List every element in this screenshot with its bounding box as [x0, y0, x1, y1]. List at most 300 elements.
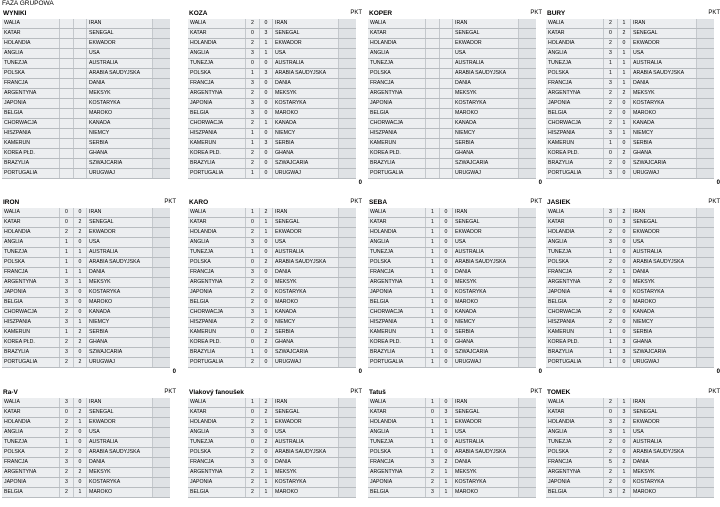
points-cell[interactable]	[339, 69, 356, 78]
away-score-cell[interactable]: 0	[74, 298, 87, 307]
points-cell[interactable]	[153, 238, 170, 247]
points-cell[interactable]	[153, 59, 170, 68]
points-cell[interactable]	[339, 298, 356, 307]
home-score-cell[interactable]: 1	[246, 69, 260, 78]
points-cell[interactable]	[519, 228, 536, 237]
points-cell[interactable]	[697, 69, 714, 78]
points-cell[interactable]	[519, 328, 536, 337]
away-score-cell[interactable]	[74, 79, 87, 88]
home-score-cell[interactable]: 1	[426, 278, 440, 287]
home-score-cell[interactable]: 3	[246, 268, 260, 277]
away-score-cell[interactable]: 1	[260, 49, 273, 58]
points-cell[interactable]	[339, 149, 356, 158]
points-cell[interactable]	[153, 468, 170, 477]
points-cell[interactable]	[697, 358, 714, 367]
points-cell[interactable]	[697, 248, 714, 257]
points-cell[interactable]	[153, 228, 170, 237]
away-score-cell[interactable]: 1	[618, 428, 631, 437]
away-score-cell[interactable]	[74, 139, 87, 148]
home-score-cell[interactable]: 0	[246, 258, 260, 267]
points-cell[interactable]	[153, 89, 170, 98]
home-score-cell[interactable]	[426, 149, 440, 158]
points-cell[interactable]	[519, 258, 536, 267]
points-cell[interactable]	[519, 149, 536, 158]
home-score-cell[interactable]	[426, 159, 440, 168]
points-cell[interactable]	[153, 69, 170, 78]
points-cell[interactable]	[519, 418, 536, 427]
home-score-cell[interactable]: 1	[246, 139, 260, 148]
away-score-cell[interactable]: 1	[440, 428, 453, 437]
points-cell[interactable]	[697, 99, 714, 108]
home-score-cell[interactable]: 0	[604, 149, 618, 158]
home-score-cell[interactable]: 1	[426, 228, 440, 237]
points-cell[interactable]	[697, 19, 714, 28]
away-score-cell[interactable]: 0	[618, 109, 631, 118]
points-cell[interactable]	[339, 248, 356, 257]
home-score-cell[interactable]: 1	[246, 348, 260, 357]
points-cell[interactable]	[519, 348, 536, 357]
points-cell[interactable]	[519, 159, 536, 168]
points-cell[interactable]	[519, 468, 536, 477]
home-score-cell[interactable]: 1	[604, 69, 618, 78]
away-score-cell[interactable]: 0	[440, 238, 453, 247]
home-score-cell[interactable]: 3	[60, 478, 74, 487]
away-score-cell[interactable]: 0	[74, 448, 87, 457]
home-score-cell[interactable]: 1	[426, 258, 440, 267]
home-score-cell[interactable]	[426, 119, 440, 128]
away-score-cell[interactable]: 2	[260, 258, 273, 267]
away-score-cell[interactable]: 0	[618, 288, 631, 297]
points-cell[interactable]	[339, 308, 356, 317]
home-score-cell[interactable]: 1	[426, 398, 440, 407]
away-score-cell[interactable]: 0	[440, 208, 453, 217]
points-cell[interactable]	[153, 338, 170, 347]
home-score-cell[interactable]: 3	[60, 398, 74, 407]
points-cell[interactable]	[153, 159, 170, 168]
points-cell[interactable]	[519, 59, 536, 68]
away-score-cell[interactable]: 2	[74, 338, 87, 347]
away-score-cell[interactable]	[440, 29, 453, 38]
away-score-cell[interactable]	[74, 169, 87, 178]
home-score-cell[interactable]: 1	[246, 398, 260, 407]
home-score-cell[interactable]: 2	[604, 478, 618, 487]
away-score-cell[interactable]: 1	[618, 79, 631, 88]
points-cell[interactable]	[697, 278, 714, 287]
away-score-cell[interactable]: 0	[618, 318, 631, 327]
away-score-cell[interactable]	[74, 109, 87, 118]
points-cell[interactable]	[697, 448, 714, 457]
points-cell[interactable]	[153, 268, 170, 277]
away-score-cell[interactable]: 0	[260, 428, 273, 437]
points-cell[interactable]	[339, 468, 356, 477]
home-score-cell[interactable]: 4	[604, 288, 618, 297]
home-score-cell[interactable]	[60, 109, 74, 118]
points-cell[interactable]	[153, 278, 170, 287]
home-score-cell[interactable]: 2	[60, 338, 74, 347]
points-cell[interactable]	[153, 358, 170, 367]
points-cell[interactable]	[153, 478, 170, 487]
home-score-cell[interactable]: 2	[246, 228, 260, 237]
points-cell[interactable]	[519, 278, 536, 287]
home-score-cell[interactable]: 2	[246, 159, 260, 168]
home-score-cell[interactable]: 1	[60, 248, 74, 257]
home-score-cell[interactable]	[60, 89, 74, 98]
away-score-cell[interactable]: 0	[260, 288, 273, 297]
home-score-cell[interactable]	[426, 139, 440, 148]
away-score-cell[interactable]: 0	[618, 238, 631, 247]
away-score-cell[interactable]: 0	[260, 318, 273, 327]
home-score-cell[interactable]: 2	[604, 468, 618, 477]
away-score-cell[interactable]	[74, 69, 87, 78]
away-score-cell[interactable]: 1	[618, 19, 631, 28]
points-cell[interactable]	[519, 39, 536, 48]
away-score-cell[interactable]: 2	[260, 338, 273, 347]
home-score-cell[interactable]	[426, 79, 440, 88]
away-score-cell[interactable]: 1	[74, 488, 87, 497]
home-score-cell[interactable]	[60, 79, 74, 88]
away-score-cell[interactable]	[440, 79, 453, 88]
home-score-cell[interactable]: 2	[246, 149, 260, 158]
home-score-cell[interactable]: 3	[246, 49, 260, 58]
points-cell[interactable]	[339, 328, 356, 337]
home-score-cell[interactable]: 2	[604, 448, 618, 457]
home-score-cell[interactable]: 2	[604, 39, 618, 48]
away-score-cell[interactable]	[74, 89, 87, 98]
away-score-cell[interactable]: 0	[618, 228, 631, 237]
points-cell[interactable]	[697, 139, 714, 148]
points-cell[interactable]	[153, 39, 170, 48]
home-score-cell[interactable]: 2	[604, 258, 618, 267]
home-score-cell[interactable]	[426, 19, 440, 28]
away-score-cell[interactable]: 0	[260, 19, 273, 28]
home-score-cell[interactable]	[426, 49, 440, 58]
points-cell[interactable]	[153, 438, 170, 447]
home-score-cell[interactable]: 1	[604, 248, 618, 257]
points-cell[interactable]	[519, 238, 536, 247]
away-score-cell[interactable]: 0	[440, 328, 453, 337]
away-score-cell[interactable]: 0	[440, 438, 453, 447]
away-score-cell[interactable]: 0	[260, 159, 273, 168]
home-score-cell[interactable]	[60, 29, 74, 38]
points-cell[interactable]	[519, 298, 536, 307]
home-score-cell[interactable]	[426, 109, 440, 118]
home-score-cell[interactable]: 3	[604, 129, 618, 138]
away-score-cell[interactable]	[74, 149, 87, 158]
away-score-cell[interactable]: 0	[260, 358, 273, 367]
points-cell[interactable]	[339, 418, 356, 427]
points-cell[interactable]	[153, 79, 170, 88]
points-cell[interactable]	[153, 29, 170, 38]
home-score-cell[interactable]: 0	[246, 338, 260, 347]
away-score-cell[interactable]: 2	[440, 458, 453, 467]
points-cell[interactable]	[697, 468, 714, 477]
home-score-cell[interactable]: 3	[604, 418, 618, 427]
points-cell[interactable]	[153, 488, 170, 497]
away-score-cell[interactable]: 1	[260, 308, 273, 317]
away-score-cell[interactable]: 0	[618, 438, 631, 447]
home-score-cell[interactable]	[426, 29, 440, 38]
points-cell[interactable]	[519, 99, 536, 108]
points-cell[interactable]	[519, 119, 536, 128]
away-score-cell[interactable]	[440, 119, 453, 128]
home-score-cell[interactable]	[426, 39, 440, 48]
points-cell[interactable]	[697, 49, 714, 58]
points-cell[interactable]	[697, 39, 714, 48]
home-score-cell[interactable]: 0	[60, 208, 74, 217]
home-score-cell[interactable]: 2	[604, 159, 618, 168]
points-cell[interactable]	[339, 448, 356, 457]
points-cell[interactable]	[519, 89, 536, 98]
away-score-cell[interactable]	[74, 129, 87, 138]
home-score-cell[interactable]: 2	[246, 39, 260, 48]
away-score-cell[interactable]: 3	[618, 338, 631, 347]
away-score-cell[interactable]: 0	[74, 258, 87, 267]
away-score-cell[interactable]: 0	[440, 448, 453, 457]
home-score-cell[interactable]: 2	[60, 488, 74, 497]
points-cell[interactable]	[153, 149, 170, 158]
away-score-cell[interactable]: 1	[74, 248, 87, 257]
home-score-cell[interactable]: 2	[246, 298, 260, 307]
points-cell[interactable]	[519, 358, 536, 367]
home-score-cell[interactable]	[60, 139, 74, 148]
points-cell[interactable]	[339, 218, 356, 227]
points-cell[interactable]	[519, 268, 536, 277]
away-score-cell[interactable]: 1	[618, 129, 631, 138]
home-score-cell[interactable]: 1	[426, 308, 440, 317]
points-cell[interactable]	[339, 79, 356, 88]
away-score-cell[interactable]: 0	[74, 208, 87, 217]
away-score-cell[interactable]	[74, 159, 87, 168]
home-score-cell[interactable]: 1	[426, 208, 440, 217]
home-score-cell[interactable]: 3	[60, 278, 74, 287]
away-score-cell[interactable]: 0	[260, 109, 273, 118]
points-cell[interactable]	[519, 428, 536, 437]
home-score-cell[interactable]: 3	[604, 428, 618, 437]
away-score-cell[interactable]: 0	[440, 288, 453, 297]
points-cell[interactable]	[339, 39, 356, 48]
away-score-cell[interactable]	[440, 49, 453, 58]
home-score-cell[interactable]: 0	[246, 438, 260, 447]
points-cell[interactable]	[697, 228, 714, 237]
away-score-cell[interactable]: 2	[260, 328, 273, 337]
points-cell[interactable]	[519, 338, 536, 347]
away-score-cell[interactable]: 0	[618, 99, 631, 108]
away-score-cell[interactable]: 0	[260, 169, 273, 178]
points-cell[interactable]	[697, 318, 714, 327]
points-cell[interactable]	[339, 488, 356, 497]
away-score-cell[interactable]: 2	[74, 218, 87, 227]
home-score-cell[interactable]: 1	[426, 338, 440, 347]
points-cell[interactable]	[697, 488, 714, 497]
points-cell[interactable]	[697, 218, 714, 227]
points-cell[interactable]	[339, 458, 356, 467]
points-cell[interactable]	[153, 248, 170, 257]
points-cell[interactable]	[339, 169, 356, 178]
away-score-cell[interactable]	[440, 69, 453, 78]
away-score-cell[interactable]	[440, 109, 453, 118]
points-cell[interactable]	[697, 109, 714, 118]
points-cell[interactable]	[339, 89, 356, 98]
points-cell[interactable]	[697, 29, 714, 38]
home-score-cell[interactable]: 0	[246, 29, 260, 38]
points-cell[interactable]	[697, 348, 714, 357]
home-score-cell[interactable]	[60, 99, 74, 108]
away-score-cell[interactable]: 1	[618, 468, 631, 477]
away-score-cell[interactable]	[440, 59, 453, 68]
home-score-cell[interactable]	[60, 129, 74, 138]
away-score-cell[interactable]: 0	[440, 398, 453, 407]
points-cell[interactable]	[519, 318, 536, 327]
points-cell[interactable]	[153, 318, 170, 327]
away-score-cell[interactable]: 0	[440, 358, 453, 367]
points-cell[interactable]	[153, 458, 170, 467]
away-score-cell[interactable]: 1	[260, 218, 273, 227]
home-score-cell[interactable]	[60, 49, 74, 58]
away-score-cell[interactable]: 0	[618, 298, 631, 307]
away-score-cell[interactable]: 0	[74, 438, 87, 447]
away-score-cell[interactable]: 0	[260, 99, 273, 108]
home-score-cell[interactable]: 2	[60, 308, 74, 317]
away-score-cell[interactable]: 1	[260, 39, 273, 48]
away-score-cell[interactable]: 2	[618, 29, 631, 38]
points-cell[interactable]	[697, 338, 714, 347]
points-cell[interactable]	[153, 99, 170, 108]
points-cell[interactable]	[519, 19, 536, 28]
home-score-cell[interactable]: 1	[426, 428, 440, 437]
home-score-cell[interactable]: 3	[60, 298, 74, 307]
away-score-cell[interactable]: 3	[260, 139, 273, 148]
home-score-cell[interactable]	[60, 59, 74, 68]
home-score-cell[interactable]: 0	[60, 408, 74, 417]
home-score-cell[interactable]: 0	[246, 59, 260, 68]
home-score-cell[interactable]: 1	[426, 418, 440, 427]
points-cell[interactable]	[339, 59, 356, 68]
points-cell[interactable]	[519, 129, 536, 138]
home-score-cell[interactable]: 3	[604, 169, 618, 178]
points-cell[interactable]	[153, 398, 170, 407]
away-score-cell[interactable]: 0	[440, 318, 453, 327]
away-score-cell[interactable]: 0	[618, 39, 631, 48]
points-cell[interactable]	[339, 278, 356, 287]
away-score-cell[interactable]: 0	[260, 59, 273, 68]
points-cell[interactable]	[697, 418, 714, 427]
home-score-cell[interactable]: 2	[60, 358, 74, 367]
points-cell[interactable]	[339, 159, 356, 168]
home-score-cell[interactable]: 1	[60, 258, 74, 267]
points-cell[interactable]	[697, 159, 714, 168]
away-score-cell[interactable]: 0	[74, 348, 87, 357]
home-score-cell[interactable]: 1	[60, 328, 74, 337]
home-score-cell[interactable]: 1	[604, 59, 618, 68]
home-score-cell[interactable]: 2	[246, 488, 260, 497]
away-score-cell[interactable]: 1	[74, 268, 87, 277]
home-score-cell[interactable]: 2	[60, 428, 74, 437]
away-score-cell[interactable]: 1	[618, 268, 631, 277]
home-score-cell[interactable]: 2	[604, 19, 618, 28]
home-score-cell[interactable]: 3	[604, 488, 618, 497]
points-cell[interactable]	[697, 208, 714, 217]
away-score-cell[interactable]: 2	[618, 208, 631, 217]
away-score-cell[interactable]	[74, 39, 87, 48]
home-score-cell[interactable]: 2	[246, 478, 260, 487]
home-score-cell[interactable]: 2	[604, 99, 618, 108]
home-score-cell[interactable]: 2	[60, 418, 74, 427]
away-score-cell[interactable]: 2	[74, 358, 87, 367]
away-score-cell[interactable]: 3	[618, 218, 631, 227]
points-cell[interactable]	[339, 208, 356, 217]
away-score-cell[interactable]: 2	[618, 149, 631, 158]
home-score-cell[interactable]: 1	[426, 448, 440, 457]
home-score-cell[interactable]: 1	[426, 328, 440, 337]
home-score-cell[interactable]: 2	[604, 308, 618, 317]
home-score-cell[interactable]: 3	[426, 488, 440, 497]
home-score-cell[interactable]: 1	[246, 208, 260, 217]
away-score-cell[interactable]: 1	[618, 398, 631, 407]
away-score-cell[interactable]: 1	[618, 119, 631, 128]
points-cell[interactable]	[697, 169, 714, 178]
home-score-cell[interactable]: 3	[246, 109, 260, 118]
points-cell[interactable]	[153, 109, 170, 118]
away-score-cell[interactable]: 0	[440, 348, 453, 357]
home-score-cell[interactable]	[426, 99, 440, 108]
away-score-cell[interactable]: 2	[260, 398, 273, 407]
home-score-cell[interactable]: 3	[60, 288, 74, 297]
away-score-cell[interactable]: 0	[618, 308, 631, 317]
home-score-cell[interactable]: 3	[60, 318, 74, 327]
home-score-cell[interactable]: 1	[604, 328, 618, 337]
points-cell[interactable]	[339, 49, 356, 58]
away-score-cell[interactable]: 1	[260, 119, 273, 128]
points-cell[interactable]	[339, 398, 356, 407]
points-cell[interactable]	[339, 318, 356, 327]
away-score-cell[interactable]	[440, 159, 453, 168]
points-cell[interactable]	[339, 268, 356, 277]
home-score-cell[interactable]	[60, 39, 74, 48]
home-score-cell[interactable]: 1	[604, 139, 618, 148]
home-score-cell[interactable]: 3	[246, 428, 260, 437]
home-score-cell[interactable]: 0	[246, 218, 260, 227]
away-score-cell[interactable]: 1	[440, 468, 453, 477]
away-score-cell[interactable]: 0	[618, 159, 631, 168]
home-score-cell[interactable]: 1	[60, 238, 74, 247]
away-score-cell[interactable]: 0	[74, 478, 87, 487]
points-cell[interactable]	[339, 238, 356, 247]
home-score-cell[interactable]: 3	[246, 99, 260, 108]
points-cell[interactable]	[153, 308, 170, 317]
away-score-cell[interactable]	[74, 119, 87, 128]
points-cell[interactable]	[339, 109, 356, 118]
away-score-cell[interactable]: 0	[618, 448, 631, 457]
home-score-cell[interactable]: 2	[604, 228, 618, 237]
home-score-cell[interactable]: 2	[604, 268, 618, 277]
home-score-cell[interactable]: 2	[246, 318, 260, 327]
away-score-cell[interactable]: 3	[260, 29, 273, 38]
away-score-cell[interactable]: 1	[74, 318, 87, 327]
points-cell[interactable]	[697, 268, 714, 277]
points-cell[interactable]	[697, 149, 714, 158]
points-cell[interactable]	[339, 228, 356, 237]
points-cell[interactable]	[153, 418, 170, 427]
home-score-cell[interactable]: 1	[60, 268, 74, 277]
points-cell[interactable]	[697, 288, 714, 297]
home-score-cell[interactable]: 2	[246, 89, 260, 98]
away-score-cell[interactable]: 1	[260, 478, 273, 487]
away-score-cell[interactable]: 1	[260, 488, 273, 497]
home-score-cell[interactable]: 0	[604, 218, 618, 227]
home-score-cell[interactable]	[60, 159, 74, 168]
home-score-cell[interactable]: 2	[604, 438, 618, 447]
away-score-cell[interactable]: 0	[260, 448, 273, 457]
